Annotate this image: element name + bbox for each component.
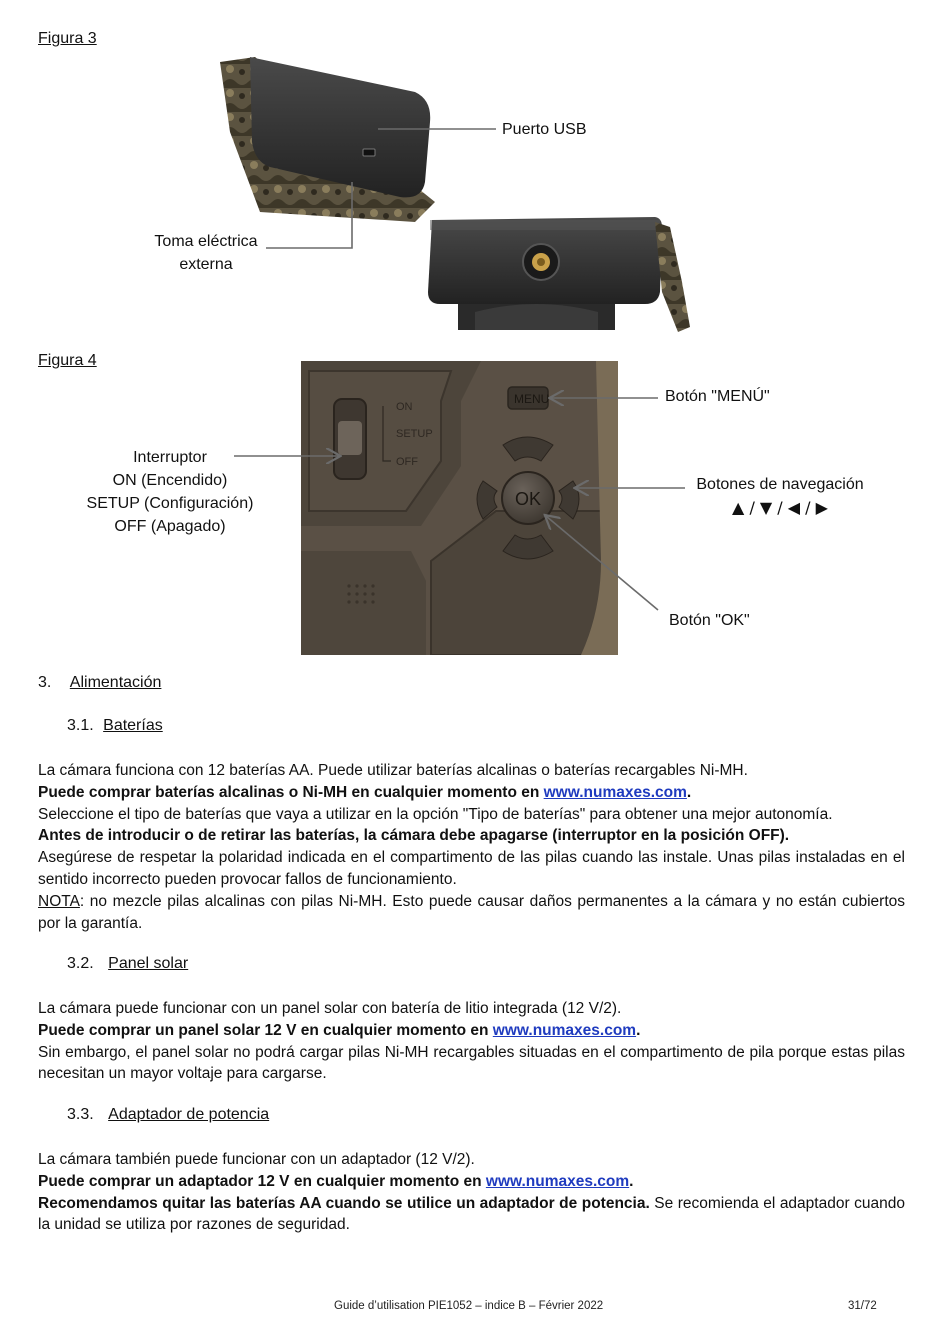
section-3-number: 3. — [38, 674, 52, 691]
adapter-recommend-rest: Se recomienda el adaptador cuando la unidad se utiliza por razones de seguridad. — [38, 1194, 905, 1234]
navigation-buttons-callout-line1: Botones de navegación — [696, 476, 864, 493]
solar-buy-end: . — [636, 1021, 641, 1039]
switch-callout-line2: ON (Encendido) — [112, 472, 228, 489]
section-3-1-heading — [67, 717, 163, 735]
batteries-note — [38, 891, 905, 935]
device-setup-label: SETUP — [396, 428, 433, 440]
section-3-3-number: 3.3. — [67, 1106, 94, 1123]
solar-paragraph-1: La cámara puede funcionar con un panel solar con batería de litio integrada (12 V/2). — [38, 1000, 622, 1017]
page-number: 31/72 — [848, 1300, 877, 1312]
adapter-paragraph-2 — [38, 1171, 905, 1193]
menu-button-callout: Botón "MENÚ" — [665, 388, 770, 405]
section-3-1-body — [38, 760, 905, 934]
section-3-2-title: Panel solar — [108, 955, 189, 972]
batteries-buy-end: . — [686, 783, 692, 801]
adapter-recommend-bold: Recomendamos quitar las baterías AA cuando se utilice un adaptador de potencia. — [38, 1194, 650, 1212]
device-off-label: OFF — [396, 456, 418, 468]
navigation-arrows-glyphs: ▲ / ▼ / ◀ / ▶ — [732, 498, 828, 517]
external-power-callout-line2: externa — [179, 256, 233, 273]
solar-paragraph-2 — [38, 1020, 905, 1042]
section-3-heading — [38, 674, 161, 692]
usb-port-callout: Puerto USB — [502, 121, 587, 138]
section-3-1-number: 3.1. — [67, 717, 94, 734]
footer-text: Guide d’utilisation PIE1052 – indice B – Février 2022 — [334, 1300, 604, 1312]
figure-3-label: Figura 3 — [38, 30, 97, 47]
ok-button-callout: Botón "OK" — [669, 612, 750, 629]
figure-4-control-panel-image — [301, 361, 618, 655]
switch-callout-line4: OFF (Apagado) — [114, 518, 226, 535]
numaxes-link-adapter[interactable]: www.numaxes.com — [485, 1172, 630, 1190]
batteries-paragraph-1: La cámara funciona con 12 baterías AA. Puede utilizar baterías alcalinas o baterías recargables Ni-MH. — [38, 762, 748, 779]
switch-callout-line3: SETUP (Configuración) — [86, 495, 254, 512]
switch-callout-line1: Interruptor — [133, 449, 207, 466]
section-3-3-title: Adaptador de potencia — [108, 1106, 270, 1123]
solar-paragraph-3: Sin embargo, el panel solar no podrá cargar pilas Ni-MH recargables situadas en el compartimento de pila porque estas pilas necesitan un mayor voltaje para cargarse. — [38, 1043, 905, 1083]
solar-buy-text: Puede comprar un panel solar 12 V en cualquier momento en — [38, 1021, 493, 1039]
device-ok-key-label: OK — [515, 489, 542, 509]
batteries-paragraph-3: Seleccione el tipo de baterías que vaya a utilizar en la opción "Tipo de baterías" para obtener una mejor autonomía. — [38, 805, 833, 823]
numaxes-link-batteries[interactable]: www.numaxes.com — [543, 783, 687, 801]
batteries-paragraph-2 — [38, 782, 905, 804]
external-power-callout — [148, 230, 264, 276]
adapter-buy-end: . — [629, 1172, 634, 1190]
device-on-label: ON — [396, 401, 413, 413]
adapter-buy-text: Puede comprar un adaptador 12 V en cualquier momento en — [38, 1172, 486, 1190]
device-menu-key-label: MENU — [514, 392, 550, 406]
note-label: NOTA — [38, 892, 80, 910]
section-3-title: Alimentación — [69, 674, 162, 691]
navigation-buttons-callout — [690, 473, 870, 519]
section-3-3-heading — [67, 1106, 269, 1124]
figure-4-label: Figura 4 — [38, 352, 97, 369]
batteries-paragraph-5: Asegúrese de respetar la polaridad indicada en el compartimento de las pilas cuando las instale. Unas pilas instaladas en el sentido incorrecto pueden provocar fallos de funcionamiento. — [38, 849, 905, 888]
adapter-paragraph-3 — [38, 1193, 905, 1237]
switch-callout — [80, 446, 260, 538]
batteries-paragraph-4: Antes de introducir o de retirar las baterías, la cámara debe apagarse (interruptor en la posición OFF). — [38, 827, 790, 845]
batteries-buy-text: Puede comprar baterías alcalinas o Ni-MH en cualquier momento en — [38, 783, 544, 801]
section-3-2-number: 3.2. — [67, 955, 94, 972]
section-3-3-body — [38, 1149, 905, 1236]
section-3-1-title: Baterías — [103, 717, 163, 734]
numaxes-link-solar[interactable]: www.numaxes.com — [492, 1021, 637, 1039]
note-text: : no mezcle pilas alcalinas con pilas Ni-MH. Esto puede causar daños permanentes a la cámara y no están cubiertos por la garantía. — [38, 892, 905, 932]
figure-3-camera-image — [200, 52, 710, 337]
section-3-2-heading — [67, 955, 188, 973]
external-power-callout-line1: Toma eléctrica — [154, 233, 258, 250]
section-3-2-body — [38, 998, 905, 1085]
adapter-paragraph-1: La cámara también puede funcionar con un adaptador (12 V/2). — [38, 1151, 475, 1168]
